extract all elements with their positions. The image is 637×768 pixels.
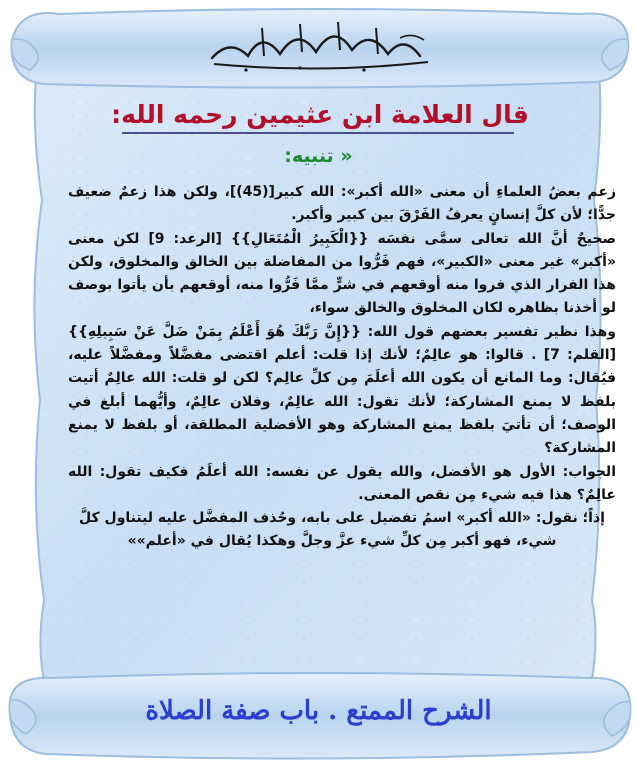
paragraph-2: صحيحٌ أنَّ الله تعالى سمَّى نفسَه {{الْكَبِيرُ الْمُتَعَالِ}} [الرعد: 9] لكن معنى «أكبر» غير معنى «الكبير»، فهم فَرُّوا من المفاضلة بين الخالق والمخلوق، ولكن هذا الفرار الذي فروا منه أوقعهم في شرٍّ ممَّا فَرُّوا منه، أوقعهم بأن يأتوا بوصف لو أخذنا بظاهره لكان المخلوق والخالق سواء، xyxy=(68,230,617,317)
article-body xyxy=(68,181,616,554)
title-underline xyxy=(122,132,514,134)
paragraph-1: زعم بعضُ العلماءِ أن معنى «الله أكبر»: الله كبير[(45)]، ولكن هذا زعمٌ ضعيف جدًّا؛ لأن كلَّ إنسانٍ يعرفُ الفَرْقَ بين كبير وأكبر. xyxy=(68,184,617,224)
paragraph-3: وهذا نظير تفسير بعضهم قول الله: {{إِنَّ رَبَّكَ هُوَ أَعْلَمُ بِمَنْ ضَلَّ عَنْ سَبِيلِهِ}} [القلم: 7] . قالوا: هو عالِمٌ؛ لأنك إذا قلت: أعلم اقتضى مفضَّلاً ومفضَّلاً عليه، فيُقال: وما المانع أن يكون الله أعلَمَ مِن كلِّ عالِم؟ لكن لو قلت: الله عالِمٌ أتيت بلفظ لا يمنع المشاركة؛ لأنك تقول: الله عالِمٌ، وفلان عالِمٌ، وأيُّهما أبلغ في الوصف؛ أن تأتيَ بلفظ يمنع المشاركة وهو الأفضلية المطلقة، أو بلفظ لا يمنع المشاركة؟ xyxy=(68,323,616,457)
paragraph-4: الجواب: الأول هو الأفضل، والله يقول عن نفسه: الله أعلَمُ فكيف تقول: الله عالِمٌ؟ هذا فيه شيء مِن نقص المعنى. xyxy=(68,463,616,503)
heading-title: قال العلامة ابن عثيمين رحمه الله: xyxy=(111,100,529,129)
source-footer: الشرح الممتع . باب صفة الصلاة xyxy=(145,696,492,726)
paragraph-5: إذاً؛ نقول: «الله أكبر» اسمُ تفضيل على بابه، وحُذف المفضَّل عليه ليتناول كلَّ شيء، فهو أكبر مِن كلِّ شيء عزَّ وجلَّ وهكذا يُقال في «أعلم»» xyxy=(79,510,605,550)
basmala-calligraphy xyxy=(0,18,637,76)
notice-subtitle: « تنبيه: xyxy=(284,145,353,167)
